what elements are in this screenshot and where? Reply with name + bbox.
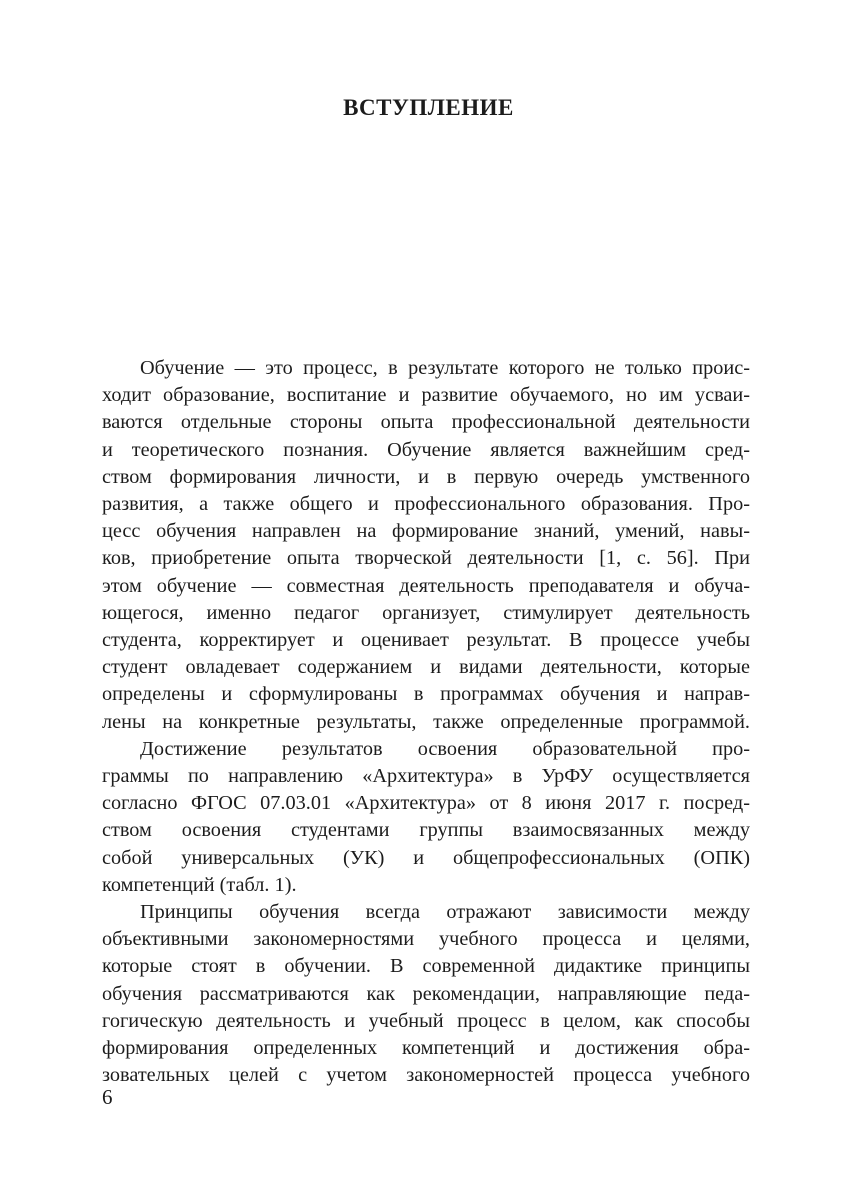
text-line: формирования определенных компетенций и достижения обра- bbox=[102, 1037, 750, 1060]
text-line: объективными закономерностями учебного процесса и целями, bbox=[102, 928, 750, 951]
text-line: цесс обучения направлен на формирование знаний, умений, навы- bbox=[102, 520, 750, 543]
text-line: компетенций (табл. 1). bbox=[102, 873, 297, 896]
text-line: ством освоения студентами группы взаимосвязанных между bbox=[102, 819, 750, 842]
text-line: граммы по направлению «Архитектура» в УрФУ осуществляется bbox=[102, 765, 750, 788]
paragraph-1 bbox=[102, 355, 750, 736]
body-text bbox=[102, 355, 750, 1089]
text-line: лены на конкретные результаты, также определенные программой. bbox=[102, 710, 750, 733]
page-title: ВСТУПЛЕНИЕ bbox=[343, 95, 514, 120]
paragraph-2 bbox=[102, 736, 750, 899]
text-line: ющегося, именно педагог организует, стимулирует деятельность bbox=[102, 601, 750, 624]
text-line: студент овладевает содержанием и видами деятельности, которые bbox=[102, 656, 750, 679]
text-line: Достижение результатов освоения образовательной про- bbox=[140, 737, 750, 760]
text-line: ходит образование, воспитание и развитие обучаемого, но им усваи- bbox=[102, 384, 750, 407]
text-line: этом обучение — совместная деятельность преподавателя и обуча- bbox=[102, 574, 750, 597]
page-number: 6 bbox=[102, 1085, 113, 1109]
text-line: зовательных целей с учетом закономерностей процесса учебного bbox=[102, 1064, 750, 1087]
paragraph-3 bbox=[102, 899, 750, 1089]
text-line: Обучение — это процесс, в результате которого не только проис- bbox=[140, 357, 750, 379]
text-line: развития, а также общего и профессионального образования. Про- bbox=[102, 493, 750, 516]
text-line: обучения рассматриваются как рекомендации, направляющие педа- bbox=[102, 982, 750, 1005]
text-line: согласно ФГОС 07.03.01 «Архитектура» от 8 июня 2017 г. посред- bbox=[102, 792, 750, 815]
text-line: Принципы обучения всегда отражают зависимости между bbox=[140, 901, 750, 924]
text-line: ством формирования личности, и в первую очередь умственного bbox=[102, 465, 750, 488]
text-line: ков, приобретение опыта творческой деятельности [1, с. 56]. При bbox=[102, 547, 750, 570]
text-line: определены и сформулированы в программах обучения и направ- bbox=[102, 683, 750, 706]
text-line: студента, корректирует и оценивает результат. В процессе учебы bbox=[102, 629, 750, 652]
text-line: гогическую деятельность и учебный процесс в целом, как способы bbox=[102, 1009, 750, 1032]
text-line: и теоретического познания. Обучение является важнейшим сред- bbox=[102, 438, 750, 461]
text-line: собой универсальных (УК) и общепрофессиональных (ОПК) bbox=[102, 846, 750, 869]
text-line: которые стоят в обучении. В современной дидактике принципы bbox=[102, 955, 750, 978]
text-line: ваются отдельные стороны опыта профессиональной деятельности bbox=[102, 411, 750, 434]
